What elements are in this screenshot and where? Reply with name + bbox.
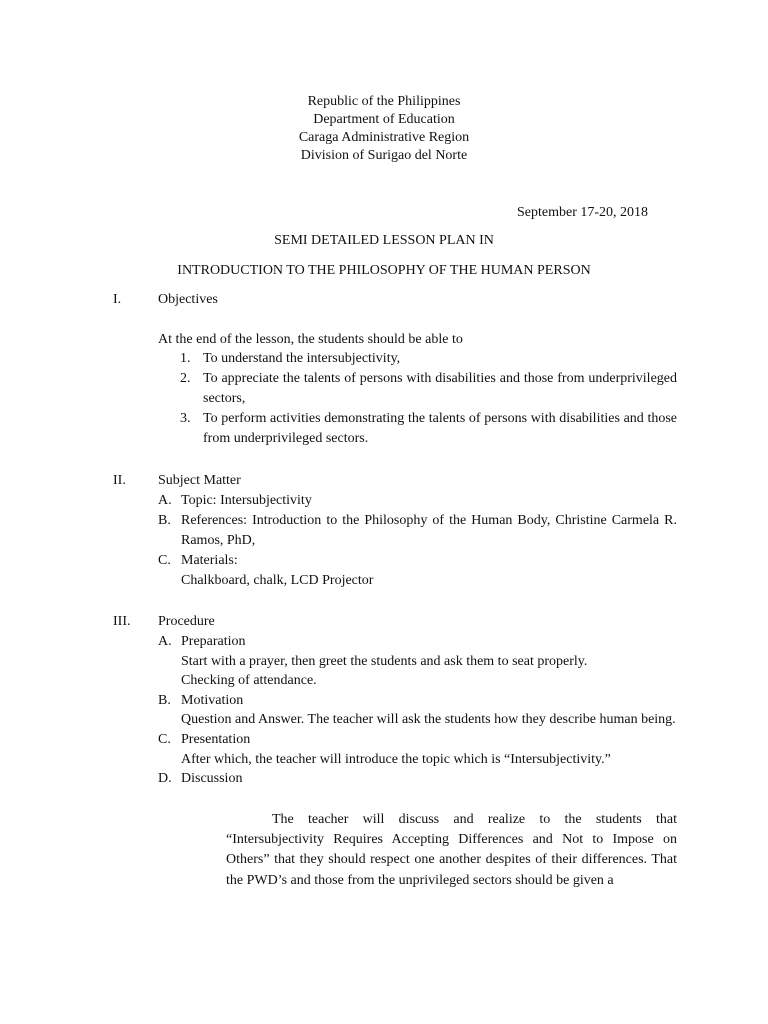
objectives-intro: At the end of the lesson, the students should be able to xyxy=(158,332,463,347)
step-label: Motivation xyxy=(181,692,244,708)
objectives-list xyxy=(180,349,677,449)
letterhead-line: Department of Education xyxy=(313,112,455,127)
list-letter: B. xyxy=(158,513,171,528)
letterhead xyxy=(0,93,768,165)
step-text: Start with a prayer, then greet the students and ask them to seat properly. xyxy=(181,653,588,669)
list-number: 1. xyxy=(180,351,191,366)
list-item xyxy=(158,551,677,571)
list-number: 2. xyxy=(180,371,191,386)
list-letter: D. xyxy=(158,771,172,787)
list-letter: A. xyxy=(158,634,172,649)
list-item-text: References: Introduction to the Philosophy of the Human Body, Christine Carmela R. Ramos, PhD, xyxy=(181,513,677,548)
step-text: After which, the teacher will introduce the topic which is “Intersubjectivity.” xyxy=(181,751,611,767)
list-number: 3. xyxy=(180,411,191,426)
list-letter: A. xyxy=(158,493,172,508)
step-label: Discussion xyxy=(181,771,243,787)
letterhead-line: Division of Surigao del Norte xyxy=(300,148,468,163)
procedure-step-discussion xyxy=(158,769,677,789)
letterhead-line: Republic of the Philippines xyxy=(307,94,461,109)
section-numeral-procedure: III. xyxy=(113,614,131,629)
section-heading-procedure: Procedure xyxy=(158,614,215,629)
list-item-text: To perform activities demonstrating the talents of persons with disabilities and those from underprivileged sectors. xyxy=(203,411,677,446)
section-numeral-objectives: I. xyxy=(113,292,122,307)
section-heading-subject-matter: Subject Matter xyxy=(158,473,241,488)
list-letter: C. xyxy=(158,731,171,747)
step-label: Presentation xyxy=(181,731,251,747)
list-item xyxy=(180,409,677,449)
list-item xyxy=(180,349,677,369)
materials-text: Chalkboard, chalk, LCD Projector xyxy=(181,573,374,588)
subject-title: INTRODUCTION TO THE PHILOSOPHY OF THE HUMAN PERSON xyxy=(177,263,591,278)
step-text: Checking of attendance. xyxy=(181,673,317,689)
step-text: Question and Answer. The teacher will ask the students how they describe human being. xyxy=(181,712,676,728)
procedure-step-motivation xyxy=(158,691,677,730)
document-title: SEMI DETAILED LESSON PLAN IN xyxy=(274,233,494,248)
list-letter: C. xyxy=(158,553,171,568)
list-item xyxy=(158,491,677,511)
list-item-text: To understand the intersubjectivity, xyxy=(203,351,401,366)
procedure-step-preparation xyxy=(158,632,677,691)
discussion-paragraph: The teacher will discuss and realize to the students that “Intersubjectivity Requires Accepting Differences and Not to Impose on Others” that they should respect one another despites of their differences. That the PWD’s and those from the unprivileged sectors should be given a xyxy=(226,812,677,888)
subject-matter-list xyxy=(158,491,677,591)
list-item xyxy=(158,511,677,551)
step-label: Preparation xyxy=(181,634,246,649)
section-heading-objectives: Objectives xyxy=(158,292,218,307)
list-item-text: Topic: Intersubjectivity xyxy=(181,493,312,508)
letterhead-line: Caraga Administrative Region xyxy=(298,130,470,145)
procedure-list xyxy=(158,632,677,789)
list-item-text: To appreciate the talents of persons with disabilities and those from underprivileged sectors, xyxy=(203,371,677,406)
list-item-text: Materials: xyxy=(181,553,238,568)
lesson-date: September 17-20, 2018 xyxy=(517,205,649,220)
list-item xyxy=(180,369,677,409)
list-letter: B. xyxy=(158,692,171,708)
materials-list xyxy=(158,571,677,591)
procedure-step-presentation xyxy=(158,730,677,769)
section-numeral-subject-matter: II. xyxy=(113,473,126,488)
